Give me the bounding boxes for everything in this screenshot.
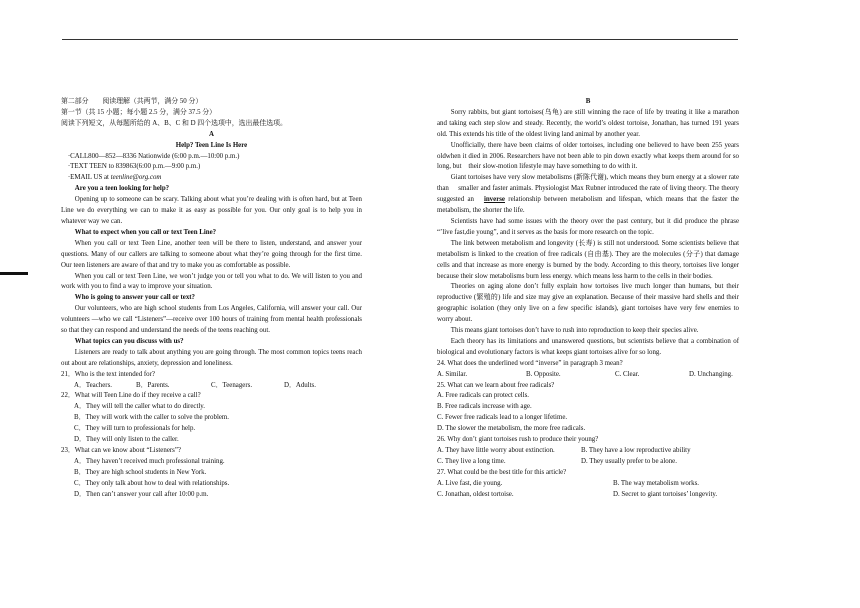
- q21-option-a: A．Teachers.: [74, 381, 112, 389]
- q26-option-d: D. They usually prefer to be alone.: [581, 457, 677, 465]
- right-column: [437, 97, 739, 501]
- email-prefix: ·EMAIL US at: [67, 174, 111, 182]
- q25-option-a: A. Free radicals can protect cells.: [437, 392, 530, 400]
- q21-option-c: C．Teenagers.: [211, 381, 253, 389]
- margin-mark: [0, 272, 28, 275]
- question-24: 24. What does the underlined word “inverse” in paragraph 3 mean?: [437, 359, 623, 367]
- q27-option-d: D. Secret to giant tortoises’ longevity.: [613, 490, 718, 498]
- paragraph-5: Listeners are ready to talk about anything you are going through. The most common topics teens reach out about are relationships, anxiety, depression and loneliness.: [61, 348, 362, 367]
- q26-option-b: B. They have a low reproductive ability: [581, 447, 691, 454]
- q23-option-d: D．Then can’t answer your call after 10:00 p.m.: [74, 490, 209, 498]
- q25-option-c: C. Fewer free radicals lead to a longer lifetime.: [437, 414, 568, 422]
- question-24-options: [437, 370, 739, 381]
- b-paragraph-4: Scientists have had some issues with the theory over the past century, but it did produce the phrase “’live fast,die young”, and it serves as the basis for more research on the topic.: [437, 217, 739, 236]
- header-rule: [62, 39, 738, 40]
- b-paragraph-3-end: relationship between metabolism and lifespan, which means that the faster the metabolism, the shorter the life.: [437, 196, 739, 215]
- question-21: 21．Who is the text intended for?: [61, 370, 155, 378]
- subheading-4: What topics can you discuss with us?: [74, 337, 184, 345]
- subheading-2: What to expect when you call or text Teen Line?: [74, 228, 217, 236]
- subheading-1: Are you a teen looking for help?: [74, 185, 170, 193]
- question-23: 23．What can we know about “Listeners”?: [61, 447, 181, 454]
- passage-a-title: Help? Teen Line Is Here: [175, 141, 248, 149]
- question-27-options-row-1: [437, 479, 739, 490]
- contact-text: ·TEXT TEEN to 839863(6:00 p.m.—9:00 p.m.): [67, 163, 201, 171]
- left-column: [61, 97, 362, 501]
- passage-a-label: A: [209, 130, 214, 138]
- q25-option-b: B. Free radicals increase with age.: [437, 403, 532, 411]
- question-26: 26. Why don’t giant tortoises rush to produce their young?: [437, 436, 599, 444]
- email-address: teenline@org.com: [110, 174, 162, 182]
- question-21-options: [61, 381, 362, 392]
- q21-option-d: D．Adults.: [284, 381, 316, 389]
- b-paragraph-8: Each theory has its limitations and unanswered questions, but scientists believe that a combination of biological and evolutionary factors is what keeps giant tortoises alive for so long.: [437, 337, 739, 356]
- q21-option-b: B．Parents.: [136, 381, 170, 389]
- question-27-options-row-2: [437, 490, 739, 501]
- q23-option-b: B．They are high school students in New York.: [74, 468, 207, 476]
- q22-option-a: A．They will tell the caller what to do directly.: [74, 403, 206, 411]
- q25-option-d: D. The slower the metabolism, the more free radicals.: [437, 425, 586, 433]
- question-27: 27. What could be the best title for this article?: [437, 468, 567, 476]
- b-paragraph-3-start: Giant tortoises have very slow metabolisms (新陈代谢), which means they burn energy at a slower rate than smaller and faster animals. Physiologist Max Rubner introduced the rate of living theory. The theory suggested an: [437, 174, 739, 204]
- underlined-word-inverse: inverse: [483, 196, 505, 204]
- q23-option-a: A．They haven’t received much professional training.: [74, 457, 225, 465]
- section-heading: 第一节（共 15 小题；每小题 2.5 分，满分 37.5 分）: [61, 108, 217, 116]
- paragraph-2: When you call or text Teen Line, another teen will be there to listen, understand, and answer your questions. Many of our callers are talking to someone about what they’re going through for the first time. Our teen listeners are aware of that and try to make you as comfortable as possible.: [61, 239, 362, 269]
- q26-option-c: C. They live a long time.: [437, 457, 506, 465]
- b-paragraph-1: Sorry rabbits, but giant tortoises(乌龟) are still winning the race of life by treating it like a marathon and taking each step slow and steady. Recently, the world’s oldest tortoise, Jonathan, has turned 191 years old. This extends his title of the oldest living land animal by another year.: [437, 108, 739, 138]
- q24-option-a: A. Similar.: [437, 370, 468, 378]
- q22-option-c: C．They will turn to professionals for help.: [74, 425, 196, 433]
- question-22: 22．What will Teen Line do if they receive a call?: [61, 392, 201, 400]
- q27-option-a: A. Live fast, die young.: [437, 479, 503, 487]
- question-26-options-row-2: [437, 457, 739, 468]
- b-paragraph-2: Unofficially, there have been claims of older tortoises, including one believed to have been 255 years oldwhen it died in 2006. Researchers have not been able to pin down exactly what keeps them around for so long, but their slow-motion lifestyle may have something to do with it.: [437, 141, 739, 171]
- b-paragraph-6: Theories on aging alone don’t fully explain how tortoises live much longer than humans, but their reproductive (繁殖的) life and size may give an explanation. Because of their massive hard shells and their geographic isolation (they only live on a few specific islands), giant tortoises have very few enemies to worry about.: [437, 283, 739, 324]
- b-paragraph-5: The link between metabolism and longevity (长寿) is still not understood. Some scientists believe that metabolism is linked to the creation of free radicals (自由基). They are the molecules (分子) that damage cells and that increase as more energy is burned by the body. According to this theory, tortoises live longer because their slow metabolisms burn less energy. which means less harm to the cells in their bodies.: [437, 239, 739, 280]
- q22-option-b: B．They will work with the caller to solve the problem.: [74, 414, 230, 422]
- b-paragraph-3: [437, 173, 739, 217]
- paragraph-4: Our volunteers, who are high school students from Los Angeles, California, will answer your call. Our volunteers —who we call “Listeners”—receive over 100 hours of training from mental health professionals so that they can respond and understand the needs of the teens reaching out.: [61, 305, 362, 335]
- paragraph-1: Opening up to someone can be scary. Talking about what you’re dealing with is often hard, but at Teen Line we do everything we can to make it as easy as possible for you. Our only goal is to help you in whatever way we can.: [61, 196, 362, 225]
- question-26-options-row-1: [437, 446, 739, 457]
- q24-option-b: B. Opposite.: [526, 370, 561, 378]
- q26-option-a: A. They have little worry about extinction.: [437, 447, 555, 454]
- instructions: 阅读下列短文，从每题所给的 A、B、C 和 D 四个选项中，选出最佳选项。: [61, 119, 287, 127]
- q27-option-c: C. Jonathan, oldest tortoise.: [437, 490, 514, 498]
- b-paragraph-7: This means giant tortoises don’t have to rush into reproduction to keep their species alive.: [450, 327, 699, 335]
- paragraph-3: When you call or text Teen Line, we won’t judge you or tell you what to do. We will listen to you and work with you to find a way to improve your situation.: [61, 272, 362, 291]
- contact-email: [61, 173, 362, 184]
- q24-option-d: D. Unchanging.: [689, 370, 733, 378]
- part-heading: 第二部分 阅读理解（共两节，满分 50 分）: [61, 98, 203, 105]
- q27-option-b: B. The way metabolism works.: [613, 479, 699, 487]
- passage-b-label: B: [585, 98, 591, 105]
- contact-phone: ·CALL800—852—8336 Nationwide (6:00 p.m.—10:00 p.m.): [67, 152, 240, 160]
- subheading-3: Who is going to answer your call or text?: [74, 294, 195, 302]
- question-25: 25. What can we learn about free radicals?: [437, 381, 555, 389]
- q24-option-c: C. Clear.: [615, 370, 640, 378]
- q23-option-c: C．They only talk about how to deal with relationships.: [74, 479, 230, 487]
- q22-option-d: D．They will only listen to the caller.: [74, 436, 179, 444]
